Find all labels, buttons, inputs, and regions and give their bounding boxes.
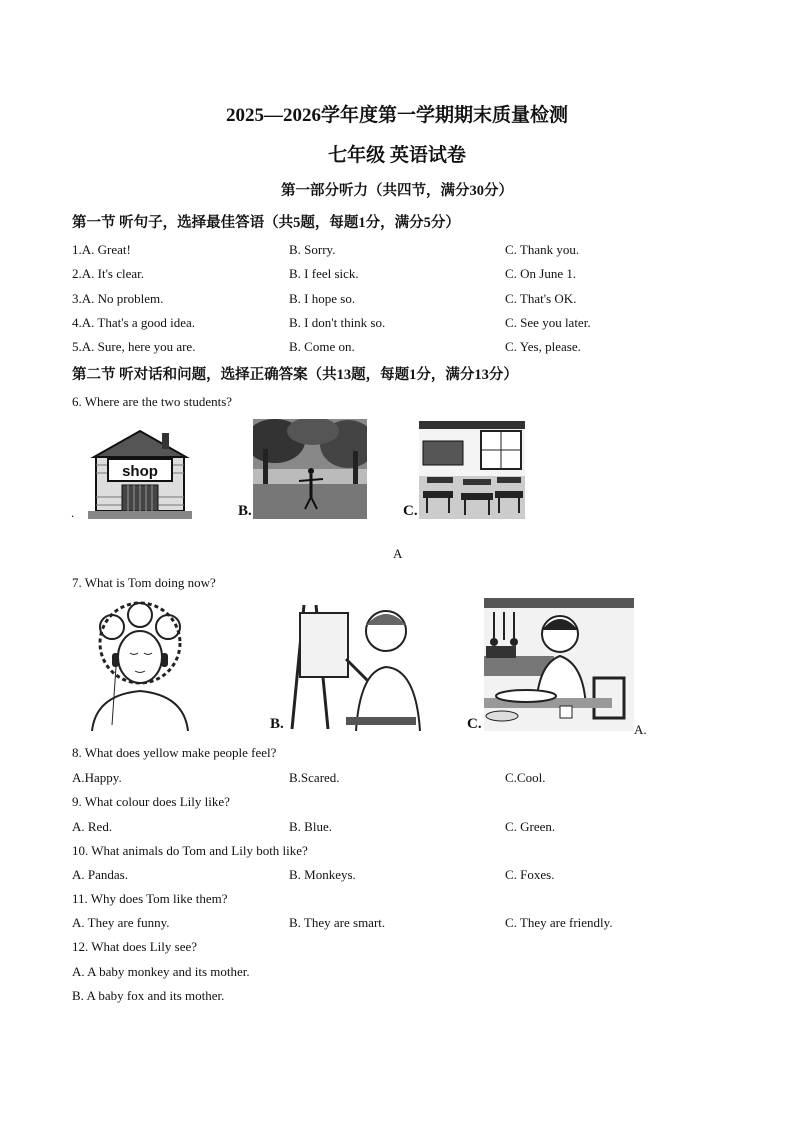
q10-option-c: C. Foxes. bbox=[505, 867, 555, 882]
q8-stem: 8. What does yellow make people feel? bbox=[72, 745, 277, 760]
section1-heading: 第一节 听句子，选择最佳答语（共5题，每题1分，满分5分） bbox=[72, 215, 460, 231]
q1-option-c: C. Thank you. bbox=[505, 242, 580, 257]
q3-option-b: B. I hope so. bbox=[289, 291, 356, 306]
exam-subtitle: 七年级 英语试卷 bbox=[328, 145, 466, 166]
q8-option-c: C.Cool. bbox=[505, 770, 546, 785]
listening-girl-picture bbox=[72, 601, 208, 731]
q8-option-b: B.Scared. bbox=[289, 770, 340, 785]
q11-stem: 11. Why does Tom like them? bbox=[72, 891, 228, 906]
q7-stem: 7. What is Tom doing now? bbox=[72, 575, 216, 590]
q4-option-c: C. See you later. bbox=[505, 315, 591, 330]
q10-option-b: B. Monkeys. bbox=[289, 867, 356, 882]
q6-label-c: C. bbox=[403, 503, 418, 519]
q7-label-b: B. bbox=[270, 716, 284, 732]
q7-label-c: C. bbox=[467, 716, 482, 732]
q11-option-b: B. They are smart. bbox=[289, 915, 386, 930]
q9-stem: 9. What colour does Lily like? bbox=[72, 794, 230, 809]
q2-option-c: C. On June 1. bbox=[505, 266, 577, 281]
q2-option-b: B. I feel sick. bbox=[289, 266, 359, 281]
q12-stem: 12. What does Lily see? bbox=[72, 939, 198, 954]
q9-option-c: C. Green. bbox=[505, 819, 556, 834]
shop-picture bbox=[88, 427, 192, 519]
q8-option-a: A.Happy. bbox=[72, 770, 122, 785]
section2-heading: 第二节 听对话和问题，选择正确答案（共13题，每题1分，满分13分） bbox=[72, 367, 518, 383]
q1-option-a: 1.A. Great! bbox=[72, 242, 131, 257]
q11-option-a: A. They are funny. bbox=[72, 915, 170, 930]
q5-option-b: B. Come on. bbox=[289, 339, 355, 354]
q4-option-b: B. I don't think so. bbox=[289, 315, 386, 330]
painting-boy-picture bbox=[286, 601, 432, 731]
part1-heading: 第一部分听力（共四节，满分30分） bbox=[281, 183, 513, 199]
q4-option-a: 4.A. That's a good idea. bbox=[72, 315, 196, 330]
q2-option-a: 2.A. It's clear. bbox=[72, 266, 145, 281]
q5-option-c: C. Yes, please. bbox=[505, 339, 581, 354]
q9-option-b: B. Blue. bbox=[289, 819, 332, 834]
q6-dot: . bbox=[71, 505, 75, 520]
q5-option-a: 5.A. Sure, here you are. bbox=[72, 339, 196, 354]
classroom-picture bbox=[419, 421, 525, 519]
q10-stem: 10. What animals do Tom and Lily both like? bbox=[72, 843, 308, 858]
q12-option-a: A. A baby monkey and its mother. bbox=[72, 964, 250, 979]
q9-option-a: A. Red. bbox=[72, 819, 113, 834]
q11-option-c: C. They are friendly. bbox=[505, 915, 613, 930]
q7-label-a: A. bbox=[634, 722, 647, 737]
park-picture bbox=[253, 419, 367, 519]
q1-option-b: B. Sorry. bbox=[289, 242, 336, 257]
exam-title: 2025—2026学年度第一学期期末质量检测 bbox=[225, 105, 568, 126]
shop-sign-text: shop bbox=[122, 463, 158, 480]
cooking-boy-picture bbox=[484, 598, 634, 731]
q3-option-c: C. That's OK. bbox=[505, 291, 577, 306]
q6-label-b: B. bbox=[238, 503, 252, 519]
q12-option-b: B. A baby fox and its mother. bbox=[72, 988, 225, 1003]
q10-option-a: A. Pandas. bbox=[72, 867, 128, 882]
q6-stem: 6. Where are the two students? bbox=[72, 394, 233, 409]
q6-label-a: A bbox=[393, 546, 403, 561]
q3-option-a: 3.A. No problem. bbox=[72, 291, 164, 306]
